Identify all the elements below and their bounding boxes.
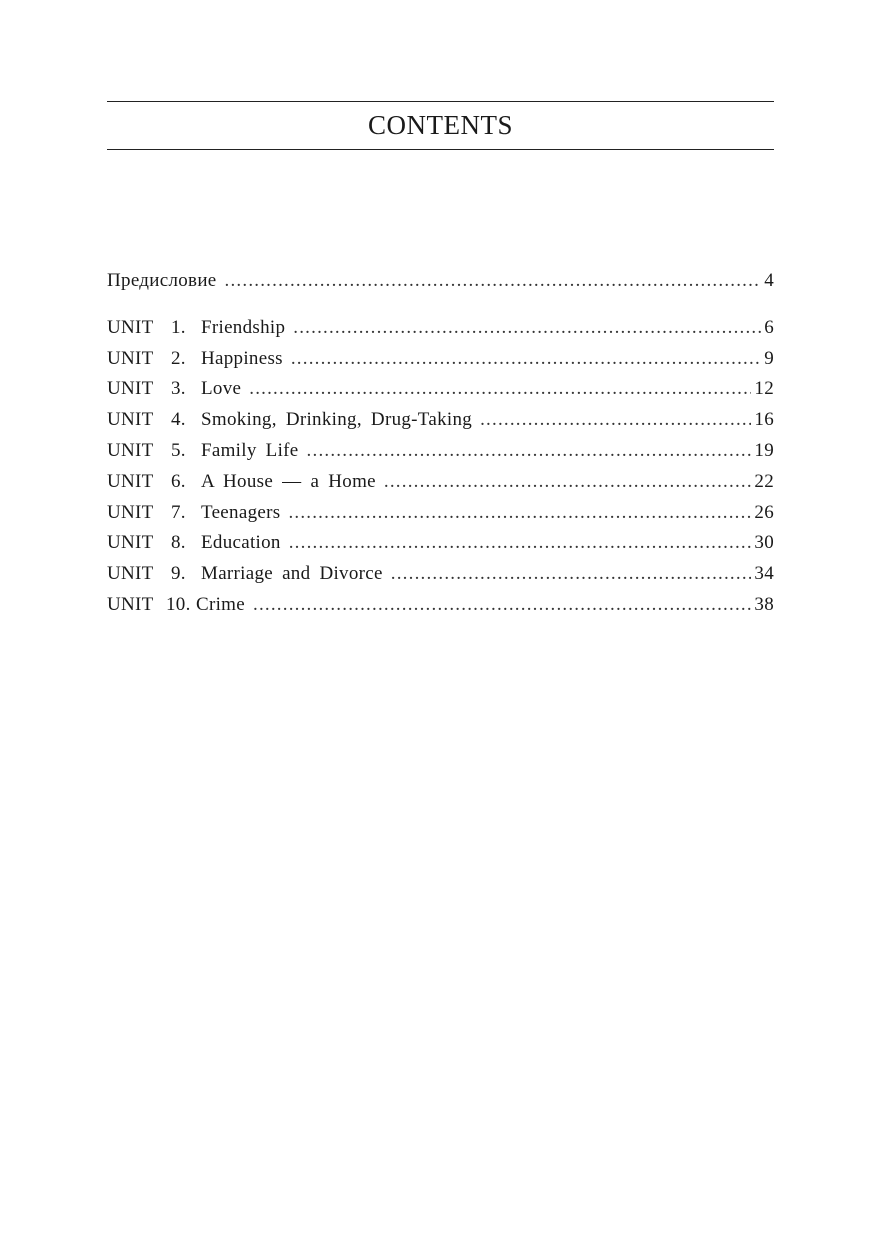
unit-word: UNIT bbox=[107, 347, 154, 369]
toc-entry-title: Teenagers bbox=[201, 501, 281, 523]
toc-page-number: 30 bbox=[754, 532, 774, 554]
unit-label bbox=[107, 344, 201, 375]
unit-label bbox=[107, 374, 201, 405]
toc-entry-title: Family Life bbox=[201, 439, 299, 461]
toc-page-number: 26 bbox=[754, 501, 774, 523]
unit-word: UNIT bbox=[107, 470, 154, 492]
toc-page-number: 19 bbox=[754, 439, 774, 461]
unit-label bbox=[107, 498, 201, 529]
dot-leader bbox=[249, 374, 751, 405]
toc-page-number: 9 bbox=[764, 347, 774, 369]
unit-word: UNIT bbox=[107, 532, 154, 554]
toc-page-number: 34 bbox=[754, 563, 774, 585]
unit-label bbox=[107, 313, 201, 344]
toc-entry-unit-3[interactable] bbox=[107, 374, 774, 405]
unit-number: 1. bbox=[171, 316, 186, 338]
unit-label bbox=[107, 436, 201, 467]
dot-leader bbox=[293, 313, 761, 344]
unit-word: UNIT bbox=[107, 409, 154, 431]
dot-leader bbox=[291, 344, 761, 375]
unit-label bbox=[107, 405, 201, 436]
toc-page-number: 16 bbox=[754, 409, 774, 431]
bottom-rule bbox=[107, 149, 774, 150]
unit-word: UNIT bbox=[107, 593, 154, 615]
toc-entry-unit-9[interactable] bbox=[107, 559, 774, 590]
toc-page-number: 6 bbox=[764, 316, 774, 338]
toc-entry-title: A House — a Home bbox=[201, 470, 376, 492]
unit-word: UNIT bbox=[107, 563, 154, 585]
toc-entry-title: Friendship bbox=[201, 316, 286, 338]
toc-page-number: 22 bbox=[754, 470, 774, 492]
dot-leader bbox=[288, 498, 751, 529]
toc-entry-title: Crime bbox=[196, 593, 245, 615]
toc-page-number: 12 bbox=[754, 378, 774, 400]
unit-number: 4. bbox=[171, 409, 186, 431]
dot-leader bbox=[253, 590, 751, 621]
unit-list bbox=[107, 313, 774, 621]
toc-page-number: 4 bbox=[764, 270, 774, 291]
unit-word: UNIT bbox=[107, 378, 154, 400]
unit-word: UNIT bbox=[107, 316, 154, 338]
page-title: CONTENTS bbox=[368, 110, 513, 140]
table-of-contents bbox=[107, 266, 774, 621]
dot-leader bbox=[307, 436, 752, 467]
unit-number: 2. bbox=[171, 347, 186, 369]
unit-label bbox=[107, 528, 201, 559]
toc-page-number: 38 bbox=[754, 593, 774, 615]
unit-number: 9. bbox=[171, 563, 186, 585]
dot-leader bbox=[480, 405, 751, 436]
toc-entry-title: Smoking, Drinking, Drug-Taking bbox=[201, 409, 473, 431]
toc-entry-unit-6[interactable] bbox=[107, 467, 774, 498]
dot-leader bbox=[289, 528, 752, 559]
toc-entry-title: Education bbox=[201, 532, 281, 554]
unit-word: UNIT bbox=[107, 501, 154, 523]
dot-leader bbox=[384, 467, 752, 498]
unit-number: 5. bbox=[171, 439, 186, 461]
toc-entry-preface[interactable] bbox=[107, 266, 774, 297]
toc-entry-unit-4[interactable] bbox=[107, 405, 774, 436]
unit-number: 8. bbox=[171, 532, 186, 554]
unit-number: 7. bbox=[171, 501, 186, 523]
unit-label bbox=[107, 590, 196, 621]
unit-word: UNIT bbox=[107, 439, 154, 461]
toc-entry-title: Marriage and Divorce bbox=[201, 563, 383, 585]
unit-label bbox=[107, 467, 201, 498]
toc-entry-unit-2[interactable] bbox=[107, 344, 774, 375]
contents-page bbox=[107, 101, 774, 621]
toc-entry-title: Предисловие bbox=[107, 270, 217, 291]
toc-entry-title: Happiness bbox=[201, 347, 283, 369]
toc-entry-unit-7[interactable] bbox=[107, 498, 774, 529]
toc-entry-unit-8[interactable] bbox=[107, 528, 774, 559]
toc-entry-title: Love bbox=[201, 378, 242, 400]
dot-leader bbox=[391, 559, 752, 590]
toc-entry-unit-1[interactable] bbox=[107, 313, 774, 344]
toc-entry-unit-10[interactable] bbox=[107, 590, 774, 621]
unit-number: 3. bbox=[171, 378, 186, 400]
unit-number: 10. bbox=[166, 593, 191, 615]
unit-number: 6. bbox=[171, 470, 186, 492]
dot-leader bbox=[225, 266, 762, 297]
toc-entry-unit-5[interactable] bbox=[107, 436, 774, 467]
unit-label bbox=[107, 559, 201, 590]
